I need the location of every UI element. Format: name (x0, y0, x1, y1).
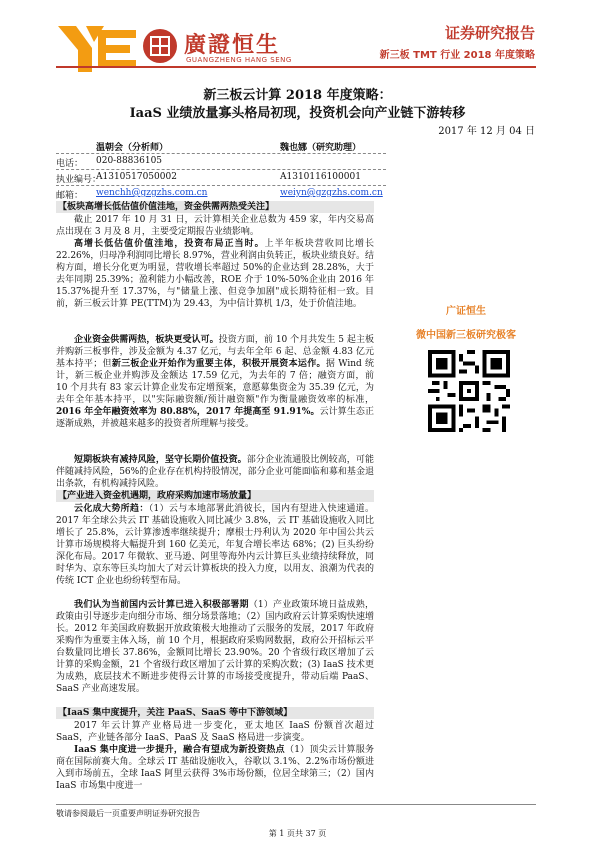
report-title-line1: 新三板云计算 2018 年度策略： (203, 88, 392, 103)
paragraph: 云化成大势所趋：（1）云与本地部署此消彼长，国内有望进入快速通道。2017 年全球公共云 IT 基础设施收入同比减少 3.8%，云 IT 基础设施收入同比增长了 25.8%，云计算渗透率继续提升；摩根士丹利认为 2020 年中国公共云计算市场规模将大幅提升到 160 亿美元，年复合增长率达 68%；(2) 巨头纷纷深化布局。2017 年微软、亚马逊、阿里等海外内云计算巨头业绩持续释放，同时华为、京东等巨头均加大了对云计算板块的投入力度，以用友、浪潮为代表的传统 ICT 企业也纷纷转型布局。 (56, 504, 374, 586)
analyst-1-license: A1310517050002 (96, 172, 177, 182)
analyst-2-name: 魏也娜（研究助理） (280, 143, 362, 153)
analyst-1-phone: 020-88836105 (96, 156, 163, 166)
sidebar-brand: 广证恒生 (446, 306, 486, 317)
section-header: 【产业进入资金机遇期，政府采购加速市场放量】 (56, 490, 374, 502)
analyst-2-email-link[interactable]: weiyn@gzgzhs.com.cn (280, 188, 383, 198)
section-header: 【板块高增长低估值价值洼地，资金供需两热受关注】 (56, 201, 374, 213)
report-date: 2017 年 12 月 04 日 (438, 126, 535, 137)
license-label: 执业编号： (56, 175, 102, 185)
phone-label: 电话： (56, 159, 84, 169)
report-title-line2: IaaS 业绩放量寡头格局初现，投资机会向产业链下游转移 (129, 106, 466, 121)
analyst-divider (56, 185, 386, 186)
header-rule (56, 66, 536, 68)
email-label: 邮箱： (56, 191, 84, 201)
paragraph: 企业资金供需两热，板块更受认可。投资方面，前 10 个月共发生 5 起主板并购新三板事件，涉及金额为 4.37 亿元，与去年全年 6 起、总金额 4.83 亿元基本持平；但新三板企业开始作为重要主体，积极开展资本运作。据 Wind 统计，新三板企业并购涉及金额达 17.59 亿元，为去年的 7 倍；融资方面，前 10 个月共有 83 家云计算企业发布定增预案，意愿募集资金为 35.39 亿元，为去年全年基本持平，以"实际融资额/预计融资额"作为衡量融资效率的标准，2016 年全年融资效率为 80.88%，2017 年提高至 91.91%。云计算生态正逐渐成熟，并被越来越多的投资者所理解与接受。 (56, 335, 374, 429)
analyst-1-email-link[interactable]: wenchh@gzgzhs.com.cn (96, 188, 208, 198)
brand-name-cn: 廣證恒生 (184, 33, 281, 58)
qr-code-icon (428, 350, 510, 432)
paragraph: 我们认为当前国内云计算已进入积极部署期（1）产业政策环境日益成熟，政策由引导逐步走向细分市场、细分场景落地；（2）国内政府云计算采购快速增长。2012 年美国政府数据开放政策极大地推动了云服务的发展，2017 年政府采购作为重要主体入场，前 10 个月，根据政府采购网数据，政府公开招标云平台数量同比增长 37.86%，金额同比增长 23.90%。20 个省级行政区增加了云计算的采购金额，21 个省级行政区增加了云计算的采购次数；(3) IaaS 技术更为成熟，底层技术不断进步使得云计算的市场接受度提升，带动后端 PaaS、SaaS 产业高速发展。 (56, 600, 374, 694)
report-type: 证券研究报告 (444, 24, 535, 42)
analyst-1-name: 温朝会（分析师） (96, 143, 169, 153)
page-number: 第 1 页共 37 页 (268, 829, 327, 838)
analyst-divider (56, 169, 386, 170)
section-header: 【IaaS 集中度提升，关注 PaaS、SaaS 等中下游领域】 (56, 707, 374, 719)
footer-disclaimer: 敬请参阅最后一页重要声明证券研究报告 (56, 809, 200, 818)
paragraph: 截止 2017 年 10 月 31 日，云计算相关企业总数为 459 家，年内交易高点出现在 3 月及 8 月，主要受定期报告业绩影响。 (56, 215, 374, 237)
analyst-divider (56, 153, 386, 154)
paragraph: 高增长低估值价值洼地，投资布局正当时。上半年板块营收同比增长 22.26%，归母净利润同比增长 8.97%，营业利润由负转正，板块业绩良好。结构方面，增长分化更为明显，营收增长率超过 50%的企业达到 28.28%，大于去年同期 25.39%；盈利能力小幅改善，ROE 介于 10%-50%企业由 2016 年 15.37%提升至 17.37%，与"储量上涨、但竞争加剧"成长期特征相一致。目前，新三板云计算 PE(TTM)为 29.43，为中信计算机 1/3，处于价值洼地。 (56, 239, 374, 309)
analyst-2-license: A1310116100001 (280, 172, 361, 182)
sidebar-tagline: 微中国新三板研究极客 (416, 330, 516, 341)
footer-rule (56, 804, 536, 805)
paragraph: 短期板块有减持风险，坚守长期价值投资。部分企业流通股比例较高，可能伴随减持风险，56%的企业存在机构持股情况，部分企业可能面临和募和基金退出条款，有机构减持风险。 (56, 455, 374, 489)
paragraph: 2017 年云计算产业格局进一步变化，亚太地区 IaaS 份额首次超过 SaaS，产业链各部分 IaaS、PaaS 及 SaaS 格局进一步演变。 (56, 721, 374, 743)
brand-name-en: GUANGZHENG HANG SENG (186, 56, 292, 64)
paragraph: IaaS 集中度进一步提升，融合有望成为新投资热点（1）顶尖云计算服务商在国际前赛大角。全球云 IT 基础设施收入，谷歌以 3.1%、2.2%市场份额进入到市场前五，全球 IaaS 阿里云获得 3%市场份额，位居全球第三；（2）国内 IaaS 市场集中度进一 (56, 745, 374, 791)
seal-logo-icon (142, 28, 178, 64)
report-subtitle: 新三板 TMT 行业 2018 年度策略 (379, 50, 535, 61)
